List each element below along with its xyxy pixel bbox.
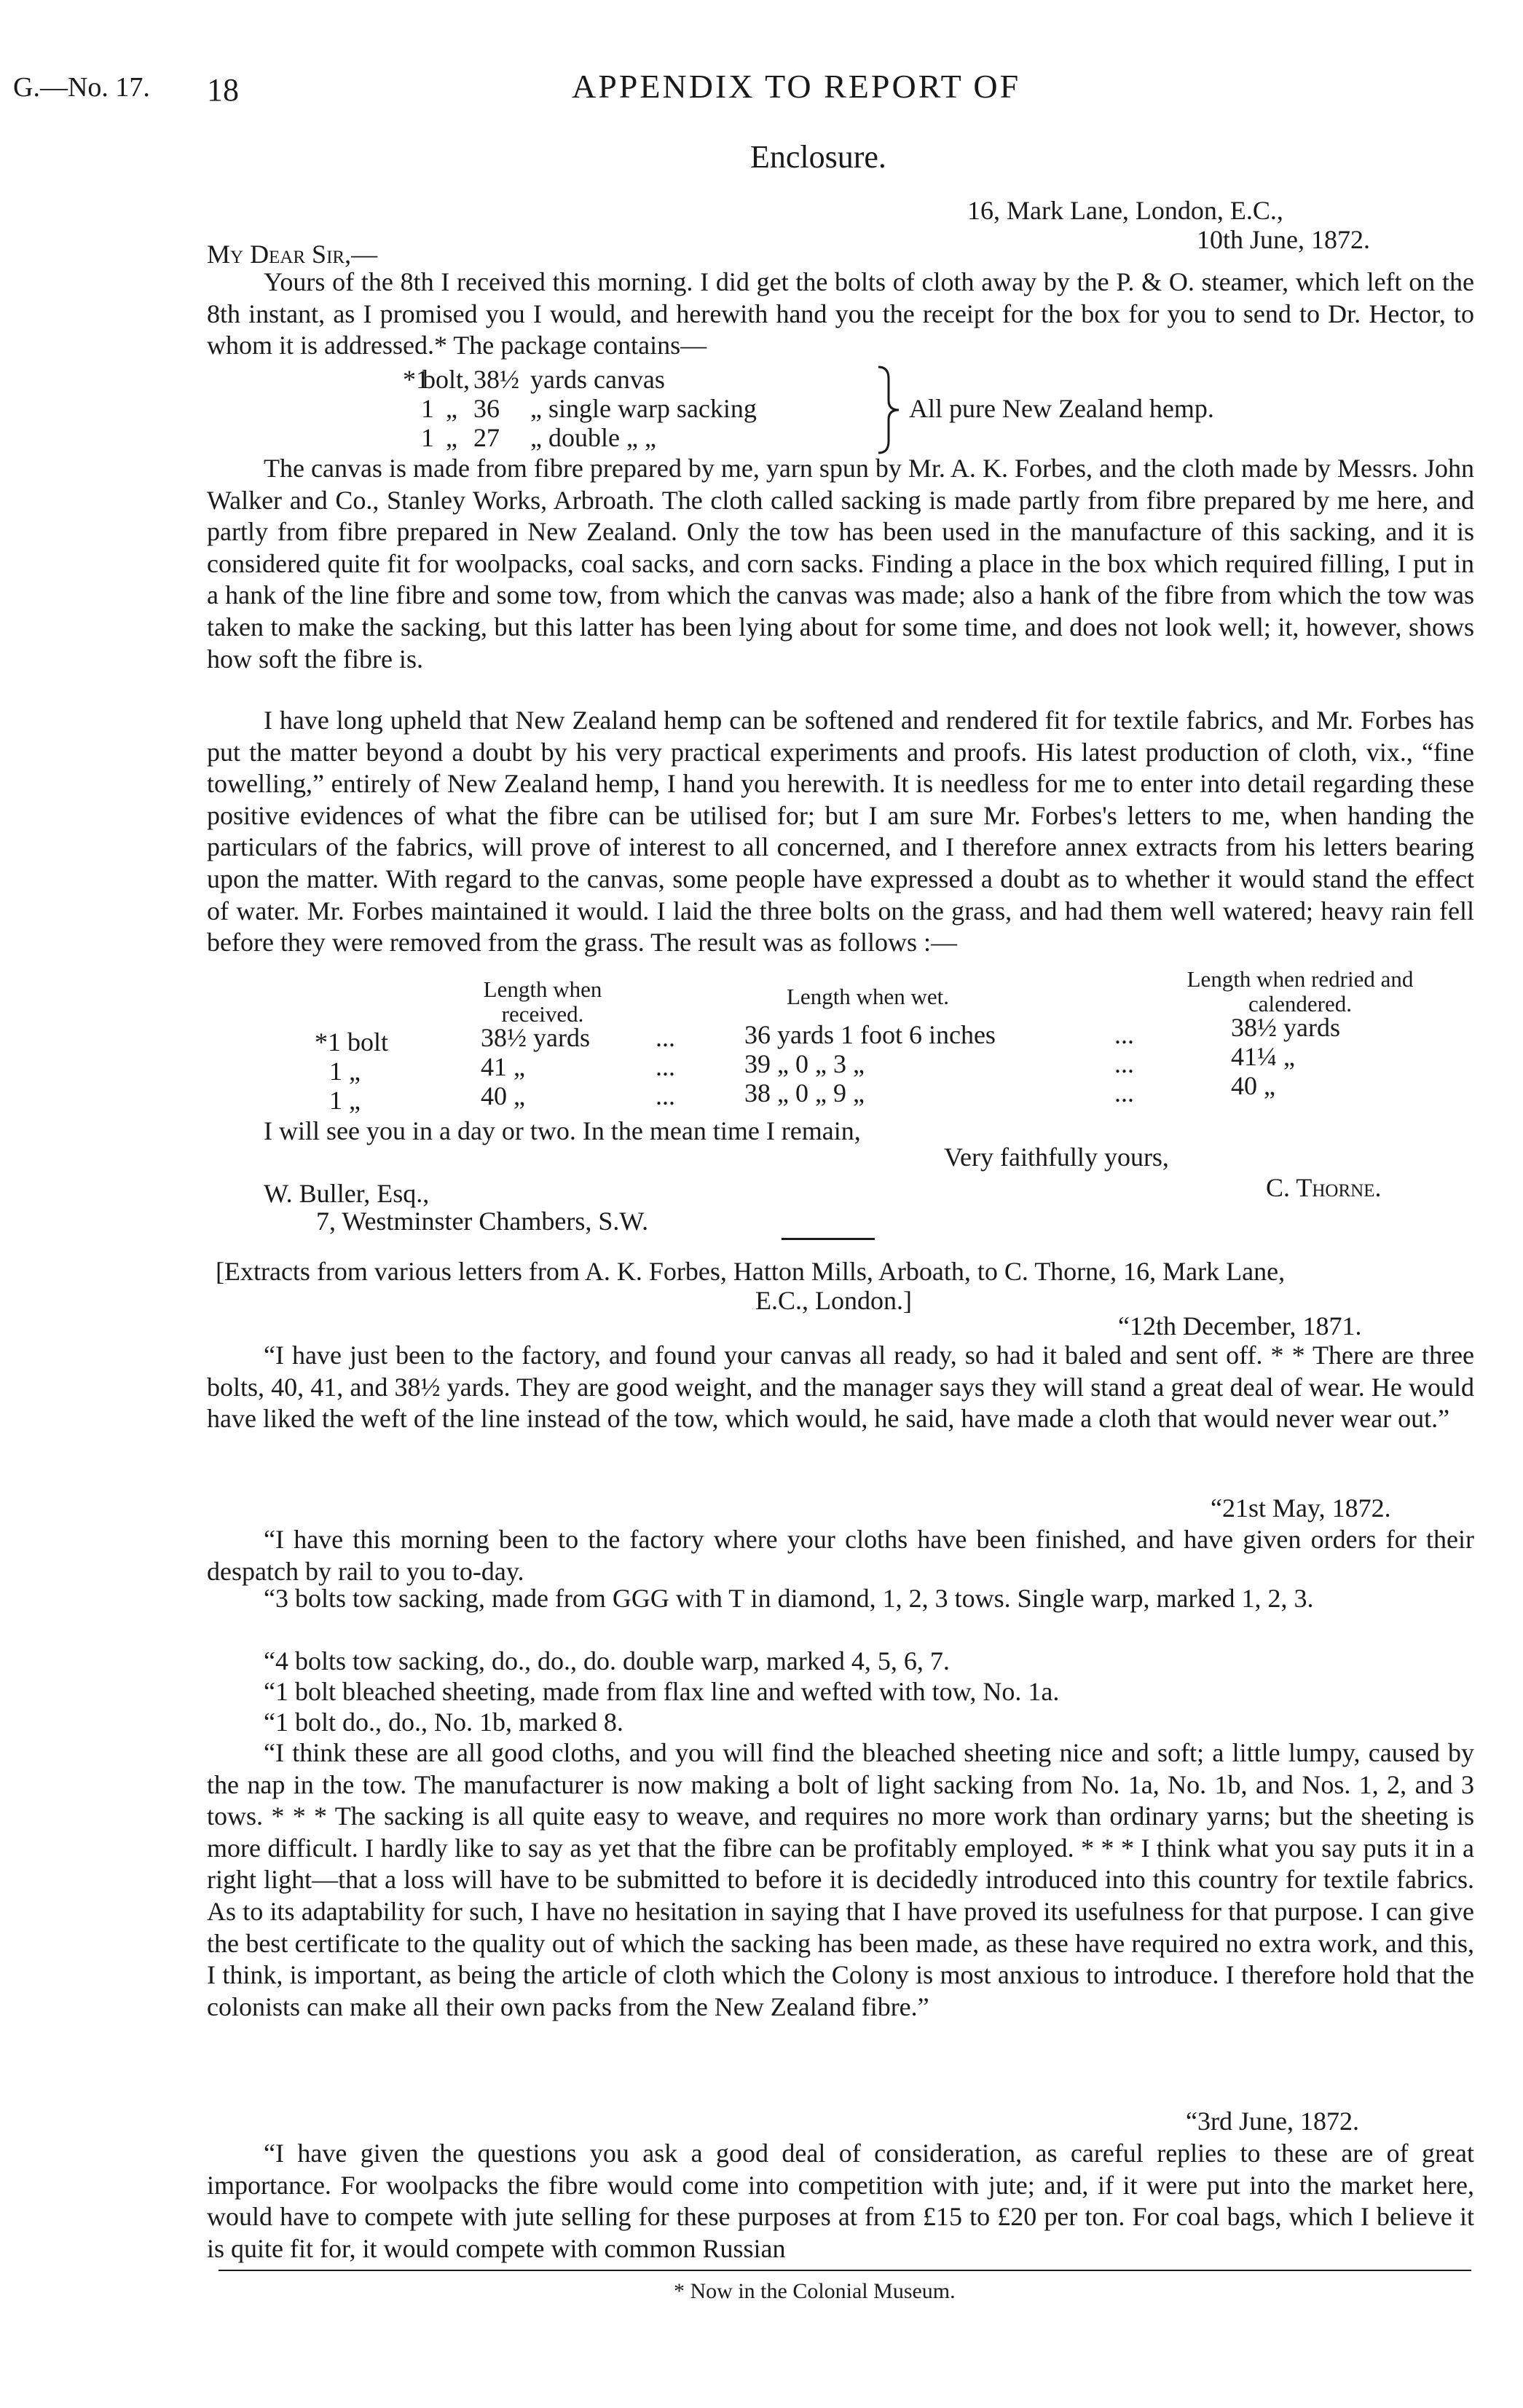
series-number: G.—No. 17.	[13, 72, 150, 103]
addressee-name: W. Buller, Esq.,	[264, 1179, 430, 1208]
list-item: “1 bolt do., do., No. 1b, marked 8.	[264, 1708, 623, 1737]
row-label: 1 „	[329, 1057, 361, 1086]
length-received: 38½ yards	[481, 1023, 590, 1052]
leader-dots: ...	[1114, 1020, 1134, 1049]
list-item	[264, 1584, 1474, 1613]
table-header: Length when received.	[483, 976, 602, 1027]
salutation: My Dear Sir,—	[207, 240, 378, 269]
table-header: Length when redried and calendered.	[1186, 966, 1414, 1017]
letter-signature: C. Thorne.	[1266, 1173, 1382, 1202]
package-unit: bolt,	[422, 365, 471, 394]
package-qty: 1	[421, 394, 434, 423]
extract-quote-1: “I have just been to the factory, and found your canvas all ready, so had it baled and sent off. * * There are three bolts, 40, 41, and 38½ yards. They are good weight, and the manager says they will stand a great deal of wear. He would have liked the weft of the line instead of the tow, which would, he said, have made a cloth that would never wear out.”	[207, 1341, 1474, 1434]
table-header: Length when wet.	[787, 984, 949, 1009]
page-title: APPENDIX TO REPORT OF	[572, 68, 1021, 105]
letter-closing: Very faithfully yours,	[944, 1142, 1169, 1172]
package-desc: yards canvas	[530, 365, 665, 394]
package-qty: *1	[403, 365, 429, 394]
letter-address: 16, Mark Lane, London, E.C.,	[967, 196, 1283, 225]
extracts-heading-line2: E.C., London.]	[755, 1286, 912, 1315]
package-unit: „	[446, 394, 457, 423]
list-item: “1 bolt bleached sheeting, made from flax line and wefted with tow, No. 1a.	[264, 1677, 1060, 1706]
leader-dots: ...	[1114, 1078, 1134, 1108]
extract-quote-2: “I have this morning been to the factory where your cloths have been finished, and have given orders for their despatch by rail to you to-day.	[207, 1525, 1474, 1586]
addressee-address: 7, Westminster Chambers, S.W.	[316, 1207, 649, 1236]
length-wet: 39 „ 0 „ 3 „	[744, 1049, 865, 1078]
letter-paragraph-3: I have long upheld that New Zealand hemp can be softened and rendered fit for textile fabrics, and Mr. Forbes has put the matter beyond a doubt by his very practical experiments and proofs. His latest production of cloth, vix., “fine towelling,” entirely of New Zealand hemp, I hand you herewith. It is needless for me to enter into detail regarding these positive evidences of what the fibre can be utilised for; but I am sure Mr. Forbes's letters to me, when handing the particulars of the fabrics, will prove of interest to all concerned, and I therefore annex extracts from his letters bearing upon the matter. With regard to the canvas, some people have expressed a doubt as to whether it would stand the effect of water. Mr. Forbes maintained it would. I laid the three bolts on the grass, and had them well watered; heavy rain fell before they were removed from the grass. The result was as follows :—	[207, 706, 1474, 958]
extract-date: “12th December, 1871.	[1118, 1311, 1362, 1341]
length-redried: 38½ yards	[1231, 1013, 1340, 1042]
package-desc: „ single warp sacking	[530, 394, 757, 423]
letter-paragraph-1: Yours of the 8th I received this morning. I did get the bolts of cloth away by the P. & O. steamer, which left on the 8th instant, as I promised you I would, and herewith hand you the receipt for the box for you to send to Dr. Hector, to whom it is addressed.* The package contains—	[207, 267, 1474, 360]
length-wet: 38 „ 0 „ 9 „	[744, 1078, 865, 1108]
page-number: 18	[207, 72, 239, 108]
extract-date: “21st May, 1872.	[1211, 1493, 1391, 1523]
package-length: 27	[473, 423, 500, 452]
list-item-text: “3 bolts tow sacking, made from GGG with T in diamond, 1, 2, 3 tows. Single warp, marked 1, 2, 3.	[264, 1584, 1314, 1613]
length-received: 40 „	[481, 1081, 525, 1110]
extract-quote-3: “I think these are all good cloths, and you will find the bleached sheeting nice and soft; a little lumpy, caused by the nap in the tow. The manufacturer is now making a bolt of light sacking from No. 1a, No. 1b, and Nos. 1, 2, and 3 tows. * * * The sacking is all quite easy to weave, and requires no more work than ordinary yarns; but the sheeting is more difficult. I hardly like to say as yet that the fibre can be profitably employed. * * * I think what you say puts it in a right light—that a loss will have to be submitted to before it is decidedly introduced into this country for textile fabrics. As to its adaptability for such, I have no hesitation in saying that I have proved its usefulness for that purpose. I can give the best certificate to the quality out of which the sacking has been made, as these have required no extra work, and this, I think, is important, as being the article of cloth which the Colony is most anxious to introduce. I therefore hold that the colonists can make all their own packs from the New Zealand fibre.”	[207, 1738, 1474, 2021]
leader-dots: ...	[656, 1052, 675, 1081]
section-divider	[782, 1238, 875, 1240]
letter-date: 10th June, 1872.	[1197, 225, 1370, 254]
leader-dots: ...	[656, 1081, 675, 1110]
extracts-heading-line1: [Extracts from various letters from A. K. Forbes, Hatton Mills, Arboath, to C. Thorne, 16, Mark Lane,	[216, 1257, 1286, 1286]
package-unit: „	[446, 423, 457, 452]
brace-icon	[874, 364, 903, 456]
leader-dots: ...	[1114, 1049, 1134, 1078]
row-label: 1 „	[329, 1086, 361, 1115]
package-desc: „ double „ „	[530, 423, 656, 452]
package-length: 36	[473, 394, 500, 423]
length-received: 41 „	[481, 1052, 525, 1081]
extract-date: “3rd June, 1872.	[1186, 2107, 1359, 2136]
list-item: “4 bolts tow sacking, do., do., do. double warp, marked 4, 5, 6, 7.	[264, 1646, 950, 1675]
footnote: * Now in the Colonial Museum.	[674, 2279, 956, 2303]
length-redried: 40 „	[1231, 1071, 1275, 1100]
package-qty: 1	[421, 423, 434, 452]
footnote-rule	[219, 2270, 1471, 2271]
package-length: 38½	[473, 365, 519, 394]
extract-quote-4: “I have given the questions you ask a good deal of consideration, as careful replies to these are of great importance. For woolpacks the fibre would come into competition with jute; and, if it were put into the market here, would have to compete with jute selling for these purposes at from £15 to £20 per ton. For coal bags, which I believe it is quite fit for, it would compete with common Russian	[207, 2139, 1474, 2263]
length-redried: 41¼ „	[1231, 1042, 1295, 1071]
enclosure-heading: Enclosure.	[750, 139, 886, 175]
leader-dots: ...	[656, 1023, 675, 1052]
package-note: All pure New Zealand hemp.	[909, 394, 1214, 423]
length-wet: 36 yards 1 foot 6 inches	[744, 1020, 996, 1049]
letter-paragraph-2: The canvas is made from fibre prepared by me, yarn spun by Mr. A. K. Forbes, and the cloth made by Messrs. John Walker and Co., Stanley Works, Arbroath. The cloth called sacking is made partly from fibre prepared by me here, and partly from fibre prepared in New Zealand. Only the tow has been used in the manufacture of this sacking, and it is considered quite fit for woolpacks, coal sacks, and corn sacks. Finding a place in the box which required filling, I put in a hank of the line fibre and some tow, from which the canvas was made; also a hank of the fibre from which the tow was taken to make the sacking, but this latter has been lying about for some time, and does not look well; it, however, shows how soft the fibre is.	[207, 454, 1474, 674]
letter-paragraph-4: I will see you in a day or two. In the mean time I remain,	[264, 1116, 861, 1145]
row-label: *1 bolt	[315, 1027, 389, 1057]
